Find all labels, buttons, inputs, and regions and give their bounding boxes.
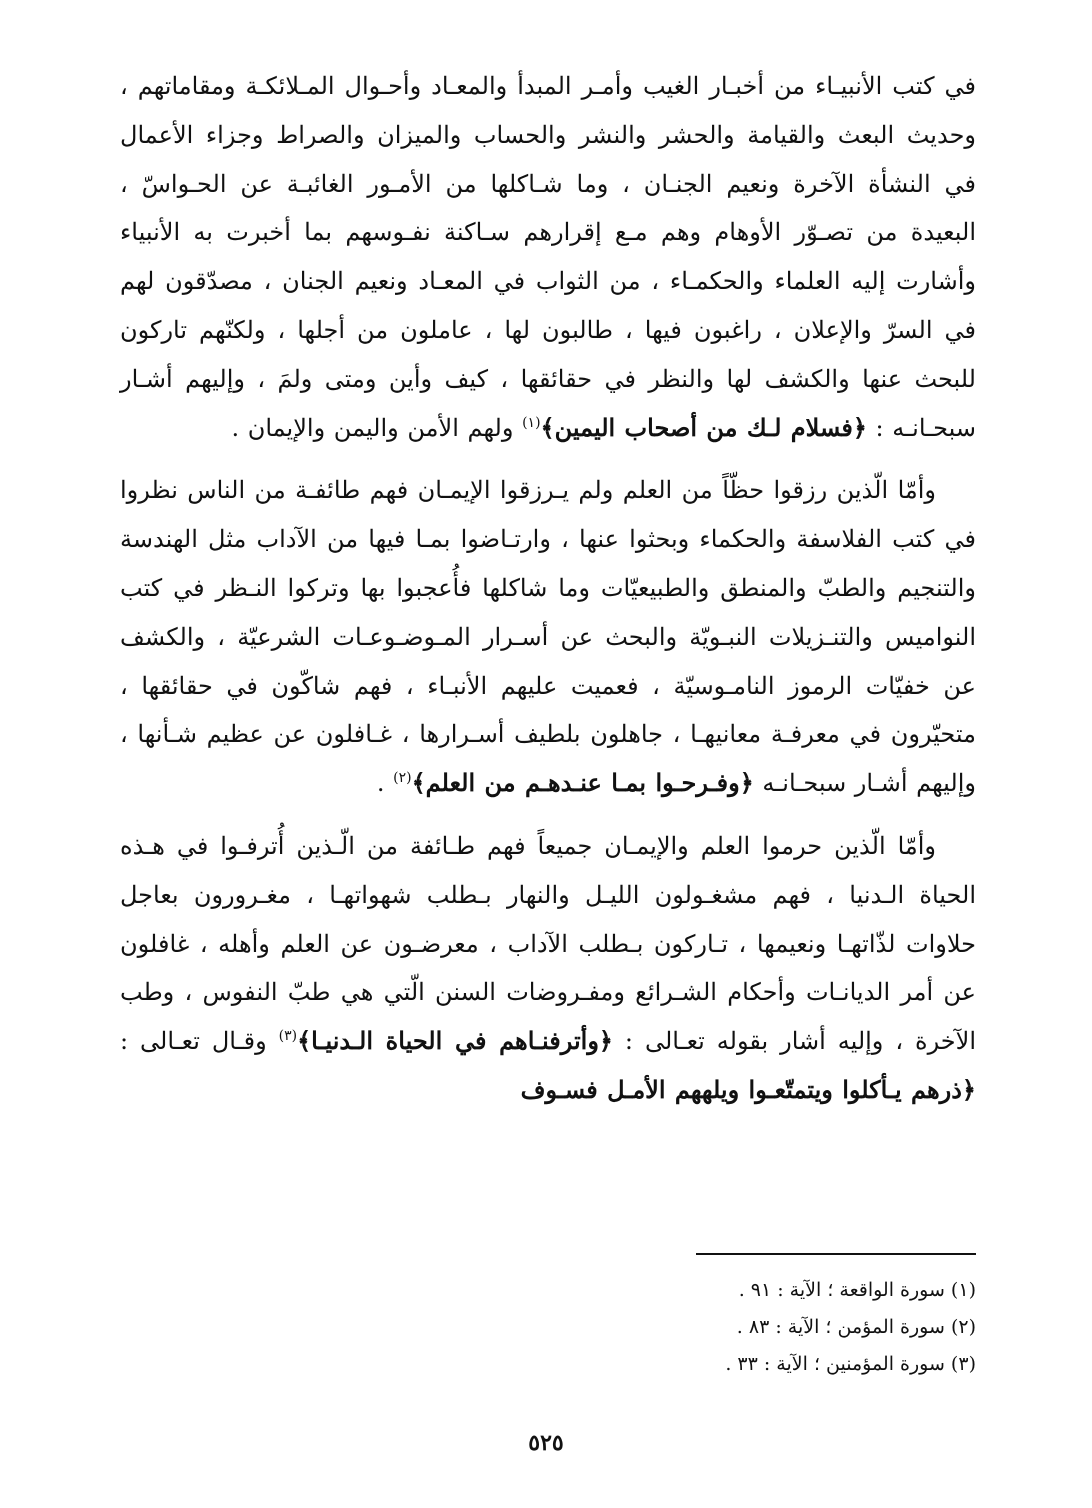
quran-quote-1: ﴿فسلام لـك من أصحاب اليمين﴾: [540, 412, 867, 442]
paragraph-2: [120, 466, 976, 808]
footnote-2: (٢) سورة المؤمن ؛ الآية : ٨٣ .: [736, 1316, 976, 1338]
footnote-1: (١) سورة الواقعة ؛ الآية : ٩١ .: [738, 1279, 976, 1301]
footnote-ref-1: (١): [522, 414, 541, 431]
footnote-3: (٣) سورة المؤمنين ؛ الآية : ٣٣ .: [725, 1353, 976, 1375]
footnotes: [376, 1272, 976, 1383]
footnote-divider: [696, 1253, 976, 1255]
quran-quote-4: ﴿ذرهم يـأكلوا ويتمتّعـوا ويلههم الأمـل فسـوف: [520, 1074, 976, 1104]
paragraph-1-text-a: في كتب الأنبيـاء من أخبـار الغيب وأمـر المبدأ والمعـاد وأحـوال المـلائكـة ومقاماتهم ، وحديث البعث والقيامة والحشر والنشر والحساب والميزان والصراط وجزاء الأعمال في النشأة الآخرة ونعيم الجنـان ، وما شـاكلها من الأمـور الغائبـة عن الحـواسّ ، البعيدة من تصـوّر الأوهام وهم مـع إقرارهم سـاكنة نفـوسهم بما أخبرت به الأنبياء وأشارت إليه العلماء والحكمـاء ، من الثواب في المعـاد ونعيم الجنان ، مصدّقون لهم في السرّ والإعلان ، راغبون فيها ، طالبون لها ، عاملون من أجلها ، ولكنّهم تاركون للبحث عنها والكشف لها والنظر في حقائقها ، كيف وأين ومتى ولمَ ، وإليهم أشـار سبحـانـه :: [120, 72, 976, 442]
paragraph-3: [120, 822, 976, 1115]
paragraph-2-text-b: .: [376, 769, 394, 798]
footnote-ref-3: (٣): [278, 1028, 298, 1045]
paragraph-3-text-a: وأمّا الّذين حرموا العلم والإيمـان جميعاً فهم طـائفة من الّـذين أُترفـوا في هـذه الحياة الـدنيا ، فهم مشغـولون الليـل والنهار بـطلب شهواتهـا ، مغـرورون بعاجل حلاوات لذّاتهـا ونعيمها ، تـاركون بـطلب الآداب ، معرضـون عن العلم وأهله ، غافلون عن أمر الديانـات وأحكام الشـرائع ومفـروضات السنن الّتي هي طبّ النفوس ، وطب الآخرة ، وإليه أشار بقوله تعـالى :: [120, 831, 976, 1056]
page-number: ٥٢٥: [528, 1430, 564, 1456]
page-body: [120, 62, 976, 1115]
quran-quote-3: ﴿وأترفنـاهم في الحياة الـدنيـا﴾: [297, 1026, 613, 1056]
footnote-ref-2: (٢): [393, 770, 412, 787]
paragraph-1-text-b: ولهم الأمن واليمن والإيمان .: [231, 413, 523, 442]
paragraph-2-text-a: وأمّا الّذين رزقوا حظّاً من العلم ولم يـرزقوا الإيمـان فهم طائفـة من الناس نظروا في كتب الفلاسفة والحكماء وبحثوا عنها ، وارتـاضوا بمـا فيها من الآداب مثل الهندسة والتنجيم والطبّ والمنطق والطبيعيّات وما شاكلها فأُعجبوا بها وتركوا النـظر في كتب النواميس والتنـزيلات النبـويّة والبحث عن أسـرار المـوضـوعـات الشرعيّة ، والكشف عن خفيّات الرموز النامـوسيّة ، فعميت عليهم الأنبـاء ، فهم شاكّون في حقائقها ، متحيّرون في معرفـة معانيهـا ، جاهلون بلطيف أسـرارها ، غـافلون عن عظيم شـأنها ، وإليهم أشـار سبحـانـه: [120, 476, 977, 798]
quran-quote-2: ﴿وفـرحـوا بمـا عنـدهـم من العلم﴾: [411, 768, 754, 798]
paragraph-1: [120, 62, 976, 452]
paragraph-3-text-b: وقـال تعـالى :: [120, 1027, 279, 1056]
